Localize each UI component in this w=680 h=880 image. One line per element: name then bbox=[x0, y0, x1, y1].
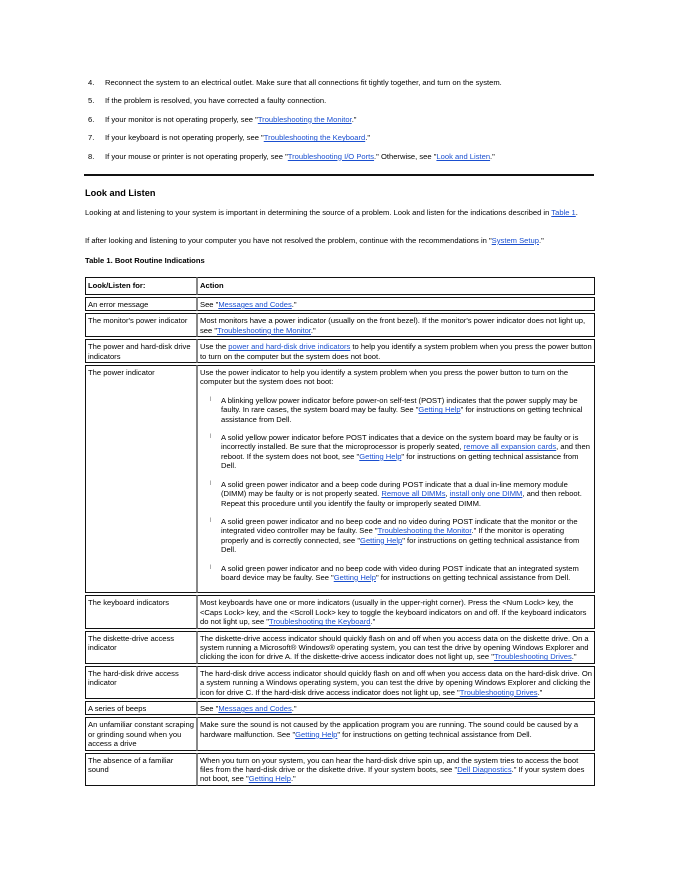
list-item: l A solid green power indicator and no beep code with video during POST indicate that an integrated system board device may be faulty. See "Getting Help" for instructions on getting technical assistance from Dell. bbox=[200, 564, 592, 583]
table-header-row bbox=[85, 277, 595, 295]
list-item bbox=[88, 115, 608, 133]
messages-and-codes-link[interactable]: Messages and Codes bbox=[218, 704, 292, 713]
step-text: If the problem is resolved, you have corrected a faulty connection. bbox=[105, 96, 327, 106]
row-action: Most keyboards have one or more indicators (usually in the upper-right corner). Press the <Num Lock> key, the <Caps Lock> key, and the <Scroll Lock> key to toggle the keyboard indicators on and off. If the keyboard indicators do not light up, see "Troubleshooting the Keyboard." bbox=[197, 595, 595, 628]
table-row bbox=[85, 595, 595, 628]
table-1-link[interactable]: Table 1 bbox=[551, 208, 576, 217]
table-row bbox=[85, 701, 595, 715]
bullet-icon: l bbox=[210, 434, 212, 441]
troubleshooting-keyboard-link[interactable]: Troubleshooting the Keyboard bbox=[263, 133, 366, 143]
step-number: 7. bbox=[88, 133, 95, 143]
step-number: 8. bbox=[88, 151, 95, 161]
table-row bbox=[85, 631, 595, 664]
getting-help-link[interactable]: Getting Help bbox=[295, 729, 338, 739]
row-label: The power and hard-disk drive indicators bbox=[85, 339, 197, 363]
step-number: 4. bbox=[88, 78, 95, 87]
row-action: When you turn on your system, you can hear the hard-disk drive spin up, and the system tries to access the boot files from the hard-disk drive or the diskette drive. If your system boots, see "Dell Diagnostics." If your system does not boot, see "Getting Help." bbox=[197, 753, 595, 786]
step-text: If your keyboard is not operating properly, see "Troubleshooting the Keyboard." bbox=[105, 133, 371, 143]
column-header: Look/Listen for: bbox=[85, 277, 197, 295]
bullet-icon: l bbox=[210, 396, 212, 403]
column-header: Action bbox=[197, 277, 595, 295]
row-action: The hard-disk drive access indicator should quickly flash on and off when you access data on the hard-disk drive. On a system running a Windows operating system, you can test the drive by opening Windows Explorer and clicking the icon for drive C. If the hard-disk drive access indicator does not light up, see "Troubleshooting Drives." bbox=[197, 666, 595, 699]
row-label: A series of beeps bbox=[85, 701, 197, 715]
row-label: The power indicator bbox=[85, 365, 197, 593]
install-one-dimm-link[interactable]: install only one DIMM bbox=[449, 489, 523, 499]
followup-paragraph: If after looking and listening to your computer you have not resolved the problem, continue with the recommendations in "System Setup." bbox=[85, 236, 544, 245]
troubleshooting-monitor-link[interactable]: Troubleshooting the Monitor bbox=[257, 114, 352, 124]
power-hdd-indicators-link[interactable]: power and hard-disk drive indicators bbox=[228, 342, 351, 352]
table-row bbox=[85, 313, 595, 337]
list-item: l A solid yellow power indicator before POST indicates that a device on the system board may be faulty or is incorrectly installed. Be sure that the microprocessor is properly seated, remove all expansion cards, and then reboot. If the system does not boot, see "Getting Help" for instructions on getting technical assistance from Dell. bbox=[200, 433, 592, 471]
row-label: An error message bbox=[85, 297, 197, 311]
row-label: An unfamiliar constant scraping or grinding sound when you access a drive bbox=[85, 717, 197, 750]
table-row bbox=[85, 666, 595, 699]
row-label: The keyboard indicators bbox=[85, 595, 197, 628]
row-action: Most monitors have a power indicator (usually on the front bezel). If the monitor's power indicator does not light up, see "Troubleshooting the Monitor." bbox=[197, 313, 595, 337]
troubleshooting-io-ports-link[interactable]: Troubleshooting I/O Ports bbox=[287, 151, 375, 161]
boot-routine-table bbox=[85, 275, 595, 788]
table-caption: Table 1. Boot Routine Indications bbox=[85, 256, 205, 265]
troubleshooting-monitor-link[interactable]: Troubleshooting the Monitor bbox=[377, 526, 472, 536]
messages-and-codes-link[interactable]: Messages and Codes bbox=[218, 300, 292, 309]
system-setup-link[interactable]: System Setup bbox=[491, 236, 539, 245]
row-action bbox=[197, 365, 595, 593]
step-text: If your monitor is not operating properly, see "Troubleshooting the Monitor." bbox=[105, 114, 357, 124]
remove-expansion-cards-link[interactable]: remove all expansion cards bbox=[463, 442, 557, 452]
row-action: See "Messages and Codes." bbox=[197, 701, 595, 715]
list-item bbox=[88, 96, 608, 114]
row-label: The monitor's power indicator bbox=[85, 313, 197, 337]
look-and-listen-link[interactable]: Look and Listen bbox=[436, 151, 491, 161]
row-label: The absence of a familiar sound bbox=[85, 753, 197, 786]
list-item bbox=[88, 78, 608, 96]
row-action: Use the power and hard-disk drive indicators to help you identify a system problem when you press the power button to turn on the computer but the system does not boot. bbox=[197, 339, 595, 363]
power-bullet-list bbox=[200, 396, 592, 583]
step-number: 6. bbox=[88, 114, 95, 124]
troubleshooting-monitor-link[interactable]: Troubleshooting the Monitor bbox=[217, 325, 311, 335]
getting-help-link[interactable]: Getting Help bbox=[360, 535, 403, 545]
steps-list bbox=[88, 78, 608, 170]
row-label: The hard-disk drive access indicator bbox=[85, 666, 197, 699]
troubleshooting-drives-link[interactable]: Troubleshooting Drives bbox=[459, 687, 538, 697]
list-item: l A solid green power indicator and a beep code during POST indicate that a dual in-line memory module (DIMM) may be faulty or is not properly seated. Remove all DIMMs, install only one DIMM, and then reboot. Repeat this procedure until you identify the faulty or improperly seated DIMM. bbox=[200, 480, 592, 508]
row-action: Make sure the sound is not caused by the application program you are running. The sound could be caused by a hardware malfunction. See "Getting Help" for instructions on getting technical assistance from Dell. bbox=[197, 717, 595, 750]
remove-dimms-link[interactable]: Remove all DIMMs bbox=[381, 489, 446, 499]
intro-paragraph: Looking at and listening to your system is important in determining the source of a problem. Look and listen for the indications described in Table 1. bbox=[85, 208, 578, 217]
table-row bbox=[85, 365, 595, 593]
section-heading: Look and Listen bbox=[85, 188, 156, 198]
section-divider bbox=[84, 174, 594, 176]
step-text: If your mouse or printer is not operating properly, see "Troubleshooting I/O Ports." Otherwise, see "Look and Listen." bbox=[105, 151, 495, 161]
getting-help-link[interactable]: Getting Help bbox=[248, 774, 291, 784]
table-row bbox=[85, 717, 595, 750]
list-item: l A blinking yellow power indicator before power-on self-test (POST) indicates that the power supply may be faulty. In rare cases, the system board may be faulty. See "Getting Help" for instructions on getting technical assistance from Dell. bbox=[200, 396, 592, 424]
table-row bbox=[85, 339, 595, 363]
list-item: l A solid green power indicator and no beep code and no video during POST indicate that the monitor or the integrated video controller may be faulty. See "Troubleshooting the Monitor." If the monitor is operating properly and is correctly connected, see "Getting Help" for instructions on getting technical assistance from Dell. bbox=[200, 517, 592, 555]
getting-help-link[interactable]: Getting Help bbox=[359, 451, 402, 461]
step-text: Reconnect the system to an electrical outlet. Make sure that all connections fit tightly together, and turn on the system. bbox=[105, 78, 502, 87]
dell-diagnostics-link[interactable]: Dell Diagnostics bbox=[457, 765, 512, 775]
row-action: The diskette-drive access indicator should quickly flash on and off when you access data on the diskette drive. On a system running a Microsoft® Windows® operating system, you can test the drive by opening Windows Explorer and clicking the icon for drive A. If the diskette-drive access indicator does not light up, see "Troubleshooting Drives." bbox=[197, 631, 595, 664]
troubleshooting-keyboard-link[interactable]: Troubleshooting the Keyboard bbox=[268, 617, 371, 627]
table-row bbox=[85, 753, 595, 786]
troubleshooting-drives-link[interactable]: Troubleshooting Drives bbox=[493, 652, 572, 662]
getting-help-link[interactable]: Getting Help bbox=[333, 572, 376, 582]
power-intro: Use the power indicator to help you identify a system problem when you press the power button to turn on the computer but the system does not boot: bbox=[200, 368, 569, 387]
list-item bbox=[88, 152, 608, 170]
step-number: 5. bbox=[88, 96, 95, 106]
row-label: The diskette-drive access indicator bbox=[85, 631, 197, 664]
bullet-icon: l bbox=[210, 480, 212, 487]
bullet-icon: l bbox=[210, 517, 212, 524]
table-row bbox=[85, 297, 595, 311]
list-item bbox=[88, 133, 608, 151]
row-action: See "Messages and Codes." bbox=[197, 297, 595, 311]
bullet-icon: l bbox=[210, 564, 212, 571]
getting-help-link[interactable]: Getting Help bbox=[418, 405, 461, 415]
